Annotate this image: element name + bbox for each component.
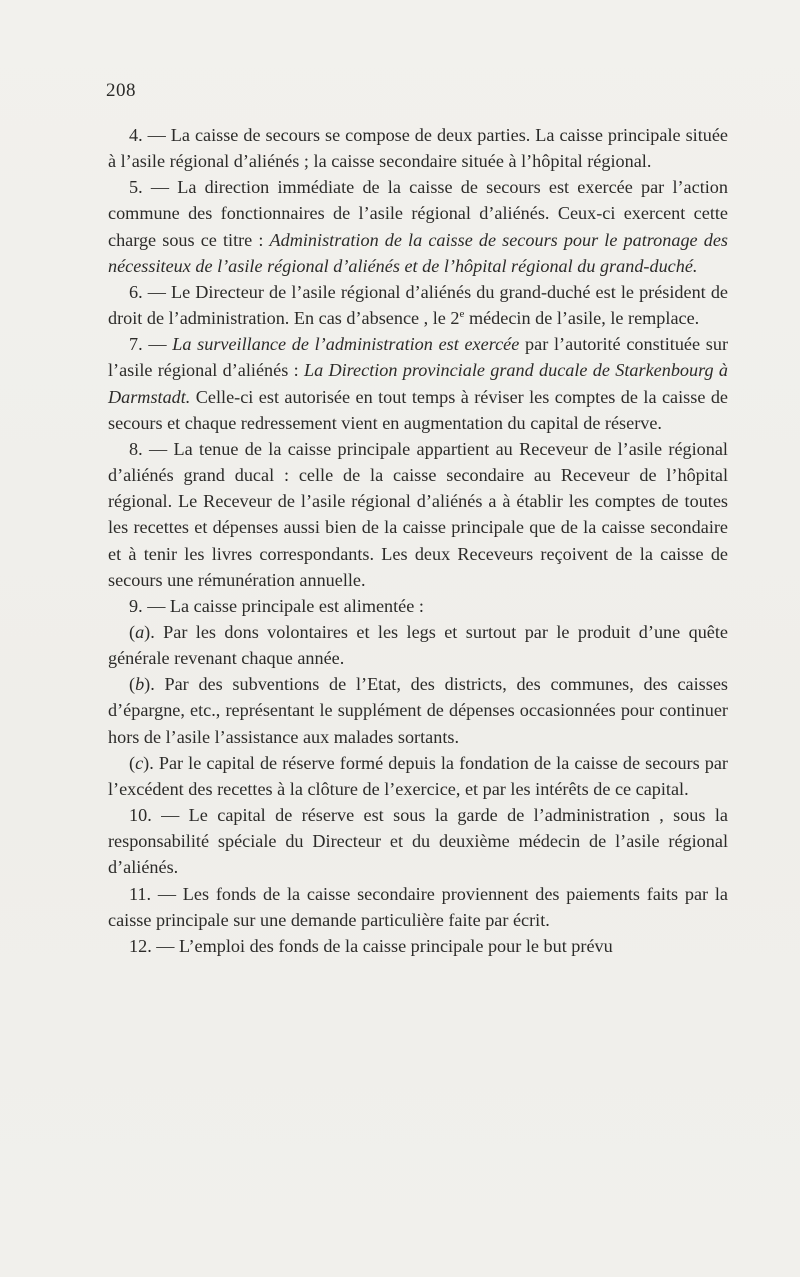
paragraph [108,933,728,959]
text-run: ). Par les dons volontaires et les legs et surtout par le produit d’une quête générale revenant chaque année. [108,621,728,669]
text-run: par l’autorité constituée sur l’asile régional d’aliénés : [108,334,729,381]
paragraph [108,750,728,802]
italic-text: c [135,752,144,773]
text-run: ). Par le capital de réserve formé depuis la fondation de la caisse de secours par l’excédent des recettes à la clôture de l’exercice, et par les intérêts de ce capital. [108,752,728,799]
paragraph [108,122,728,174]
page-number: 208 [106,80,136,101]
text-run: 7. — [129,334,173,355]
paragraph [108,174,728,279]
text-run: 10. — Le capital de réserve est sous la garde de l’administration , sous la responsabilité spéciale du Directeur et du deuxième médecin de l’asile régional d’aliénés. [108,805,728,878]
paragraph [108,279,728,331]
text-run: Celle-ci est autorisée en tout temps à réviser les comptes de la caisse de secours et chaque redressement vient en augmentation du capital de réserve. [108,386,728,433]
paragraph [108,331,728,436]
text-run: ( [129,621,136,642]
text-run: 9. — La caisse principale est alimentée : [129,595,424,616]
text-run: 5. — La direction immédiate de la caisse de secours est exercée par l’action commune des fonctionnaires de l’asile régional d’aliénés. Ceux-ci exercent cette charge sous ce titre : [108,177,728,250]
italic-text: b [135,674,145,695]
superscript: e [459,308,465,321]
paragraph [108,619,728,671]
text-run: 12. — L’emploi des fonds de la caisse principale pour le but prévu [129,935,613,956]
body-text [108,122,728,959]
paragraph [108,802,728,880]
italic-text: Administration de la caisse de secours pour le patronage des nécessiteux de l’asile régional d’aliénés et de l’hôpital régional du grand-duché. [108,229,728,276]
paragraph [108,436,728,593]
text-run: ( [129,674,136,695]
text-run: ( [129,752,136,773]
italic-text: La Direction provinciale grand ducale de Starkenbourg à Darmstadt. [108,360,728,407]
text-run: 8. — La tenue de la caisse principale appartient au Receveur de l’asile régional d’aliénés grand ducal : celle de la caisse secondaire au Receveur de l’hôpital régional. Le Receveur de l’asile régional d’aliénés a à établir les comptes de toutes les recettes et dépenses aussi bien de la caisse principale que de la caisse secondaire et à tenir les livres correspondants. Les deux Receveurs reçoivent de la caisse de secours une rémunération annuelle. [108,438,728,590]
paragraph [108,881,728,933]
text-run: 6. — Le Directeur de l’asile régional d’aliénés du grand-duché est le président de droit de l’administration. En cas d’absence , le 2 [108,281,728,329]
italic-text: a [135,621,145,642]
text-run: médecin de l’asile, le remplace. [464,308,700,329]
text-run: 4. — La caisse de secours se compose de deux parties. La caisse principale située à l’asile régional d’aliénés ; la caisse secondaire située à l’hôpital régional. [108,125,728,172]
text-run: 11. — Les fonds de la caisse secondaire proviennent des paiements faits par la caisse principale sur une demande particulière faite par écrit. [108,883,728,930]
paragraph [108,671,728,749]
italic-text: La surveillance de l’administration est exercée [172,334,520,355]
paragraph [108,593,728,619]
text-run: ). Par des subventions de l’Etat, des districts, des communes, des caisses d’épargne, etc., représentant le supplément de dépenses occasionnées pour continuer hors de l’asile l’assistance aux malades sortants. [108,674,728,747]
